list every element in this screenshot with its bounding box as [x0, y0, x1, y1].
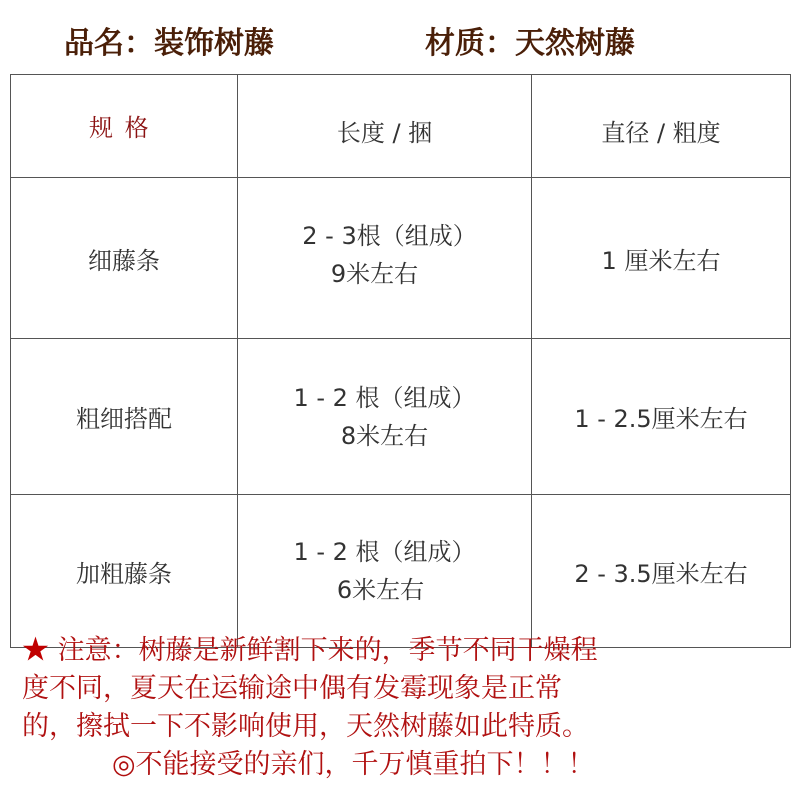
- product-name: 品名：装饰树藤: [64, 26, 274, 61]
- spec-table: [10, 74, 791, 648]
- diameter-cell: 1 - 2.5厘米左右: [532, 339, 791, 495]
- length-cell: [238, 178, 532, 339]
- diameter-cell: 1 厘米左右: [532, 178, 791, 339]
- diameter-cell: 2 - 3.5厘米左右: [532, 495, 791, 648]
- table-header-row: [11, 75, 791, 178]
- length-cell: [238, 495, 532, 648]
- length-line2: 9米左右: [330, 260, 419, 288]
- header-length: 长度 / 捆: [238, 75, 532, 178]
- table-row: [11, 178, 791, 339]
- header-spec: 规 格: [11, 75, 238, 178]
- spec-cell: 细藤条: [11, 178, 238, 339]
- length-line2: 6米左右: [336, 576, 425, 604]
- table-row: [11, 495, 791, 648]
- notice-block: [22, 632, 792, 784]
- header-diameter: 直径 / 粗度: [532, 75, 791, 178]
- notice-line-1: [22, 632, 792, 670]
- length-cell: [238, 339, 532, 495]
- notice-line-2: 度不同，夏天在运输途中偶有发霉现象是正常: [22, 673, 562, 704]
- star-icon: ★: [22, 635, 49, 666]
- spec-cell: 加粗藤条: [11, 495, 238, 648]
- notice-text-1: 注意：树藤是新鲜割下来的，季节不同干燥程: [49, 635, 598, 666]
- length-line1: 2 - 3根（组成）: [302, 222, 477, 250]
- length-line1: 1 - 2 根（组成）: [293, 538, 476, 566]
- product-header: [0, 8, 800, 68]
- length-line2: 8米左右: [340, 421, 429, 450]
- material-label: 材质：天然树藤: [425, 26, 635, 61]
- length-line1: 1 - 2 根（组成）: [293, 383, 476, 412]
- notice-line-4: ◎不能接受的亲们，千万慎重拍下！！！: [112, 749, 595, 780]
- notice-line-3: 的，擦拭一下不影响使用，天然树藤如此特质。: [22, 711, 589, 742]
- spec-cell: 粗细搭配: [11, 339, 238, 495]
- table-row: [11, 339, 791, 495]
